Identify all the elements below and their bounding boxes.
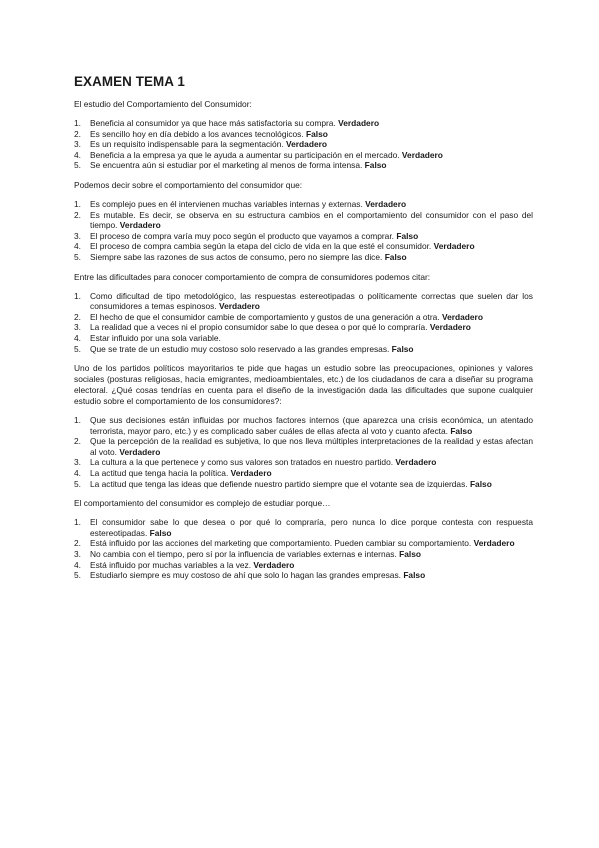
- list-item: 4. El proceso de compra cambia según la etapa del ciclo de vida en la que esté el consumidor. Verdadero: [74, 241, 475, 252]
- item-text: No cambia con el tiempo, pero sí por la influencia de variables externas e internas.: [90, 549, 397, 560]
- answer-label: Falso: [396, 230, 419, 241]
- item-text: Que la percepción de la realidad es subjetiva, lo que nos lleva múltiples interpretaciones de la realidad y estas afectan al voto.: [90, 436, 533, 457]
- answer-label: Falso: [403, 570, 426, 581]
- list-item: 5. Siempre sabe las razones de sus actos de consumo, pero no siempre las dice. Falso: [74, 251, 407, 262]
- section-3-intro: Entre las dificultades para conocer comportamiento de compra de consumidores podemos citar:: [74, 271, 431, 282]
- answer-label: Verdadero: [429, 322, 471, 333]
- answer-label: Verdadero: [119, 446, 161, 457]
- list-item: 1. Beneficia al consumidor ya que hace más satisfactoria su compra. Verdadero: [74, 118, 380, 128]
- list-item: 1. Es complejo pues en él intervienen muchas variables internas y externas. Verdadero: [74, 198, 407, 209]
- answer-label: Falso: [384, 251, 407, 262]
- section-3-list: [74, 291, 533, 355]
- section-4-intro: Uno de los partidos políticos mayoritarios te pide que hagas un estudio sobre las preocupaciones, opiniones y valores sociales (posturas religiosas, hacia emigrantes, medioambientales, etc.) de los ciudadanos de cara a diseñar su programa electoral. ¿Qué cosas tendrías en cuenta para el diseño de la investigación dada las dificultades que supone cualquier estudio sobre el comportamiento de los consumidores?:: [74, 363, 533, 407]
- list-item: 2. El hecho de que el consumidor cambie de comportamiento y gustos de una generación a otra. Verdadero: [74, 311, 483, 322]
- list-item: 4. Beneficia a la empresa ya que le ayuda a aumentar su participación en el mercado. Verdadero: [74, 149, 443, 160]
- section-1-list: [74, 118, 533, 171]
- section-2-intro: Podemos decir sobre el comportamiento del consumidor que:: [74, 179, 303, 190]
- section-2-list: [74, 199, 533, 263]
- item-text: El consumidor sabe lo que desea o por qué lo compraría, pero nunca lo dice porque contesta con respuesta estereotipadas.: [90, 517, 533, 538]
- item-text: Está influido por muchas variables a la vez.: [90, 559, 252, 570]
- item-text: La actitud que tenga hacia la política.: [90, 468, 229, 479]
- list-item: 3. La cultura a la que pertenece y como sus valores son tratados en nuestro partido. Verdadero: [74, 457, 437, 468]
- list-item: 3. No cambia con el tiempo, pero sí por la influencia de variables externas e internas. Falso: [74, 549, 421, 560]
- item-text: Beneficia al consumidor ya que hace más satisfactoria su compra.: [90, 118, 336, 128]
- answer-label: Verdadero: [230, 468, 272, 479]
- answer-label: Falso: [306, 128, 328, 139]
- page-title: EXAMEN TEMA 1: [74, 74, 185, 89]
- item-text: Que se trate de un estudio muy costoso solo reservado a las grandes empresas.: [90, 343, 390, 354]
- item-text: Es un requisito indispensable para la segmentación.: [90, 139, 284, 150]
- answer-label: Falso: [399, 549, 421, 560]
- item-text: La cultura a la que pertenece y como sus valores son tratados en nuestro partido.: [90, 457, 394, 468]
- item-text: El proceso de compra cambia según la etapa del ciclo de vida en la que esté el consumidor.: [90, 241, 432, 252]
- answer-label: Verdadero: [441, 311, 483, 322]
- list-item: 3. El proceso de compra varía muy poco según el producto que vayamos a comprar. Falso: [74, 230, 419, 241]
- section-5-intro: El comportamiento del consumidor es complejo de estudiar porque…: [74, 498, 331, 509]
- list-item: 2. Está influido por las acciones del marketing que comportamiento. Pueden cambiar su comportamiento. Verdadero: [74, 538, 515, 549]
- section-4-list: [74, 415, 533, 489]
- list-item: 4. La actitud que tenga hacia la política. Verdadero: [74, 468, 272, 479]
- answer-label: Verdadero: [473, 538, 515, 549]
- item-text: Está influido por las acciones del marketing que comportamiento. Pueden cambiar su comportamiento.: [90, 538, 472, 549]
- list-item: 2. Es mutable. Es decir, se observa en su estructura cambios en el comportamiento del consumidor con el paso del tiempo. Verdadero: [74, 209, 533, 231]
- item-text: Es complejo pues en él intervienen muchas variables internas y externas.: [90, 198, 363, 209]
- list-item: 4. Está influido por muchas variables a la vez. Verdadero: [74, 559, 295, 570]
- list-item: 5. Estudiarlo siempre es muy costoso de ahí que solo lo hagan las grandes empresas. Falso: [74, 570, 426, 581]
- item-text: El proceso de compra varía muy poco según el producto que vayamos a comprar.: [90, 230, 394, 241]
- list-item: 5. Que se trate de un estudio muy costoso solo reservado a las grandes empresas. Falso: [74, 343, 414, 354]
- answer-label: Falso: [469, 478, 492, 489]
- answer-label: Verdadero: [395, 457, 437, 468]
- answer-label: Verdadero: [433, 241, 475, 252]
- list-item: 5. Se encuentra aún si estudiar por el marketing al menos de forma intensa. Falso: [74, 160, 387, 171]
- answer-label: Verdadero: [338, 118, 380, 128]
- list-item: 3. La realidad que a veces ni el propio consumidor sabe lo que desea o por qué lo compraría. Verdadero: [74, 322, 471, 333]
- answer-label: Falso: [391, 343, 414, 354]
- answer-label: Verdadero: [401, 149, 443, 160]
- item-text: Siempre sabe las razones de sus actos de consumo, pero no siempre las dice.: [90, 251, 383, 262]
- item-text: Como dificultad de tipo metodológico, las respuestas estereotipadas o políticamente correctas que suelen dar los consumidores a temas espinosos.: [90, 290, 533, 312]
- list-item: 5. La actitud que tenga las ideas que defiende nuestro partido siempre que el votante sea de izquierdas. Falso: [74, 478, 492, 489]
- list-item: 1. Que sus decisiones están influidas por muchos factores internos (que aparezca una crisis económica, un atentado terrorista, mayor paro, etc.) y es complicado saber cuáles de ellas afecta al voto y cuanto afecta. Falso: [74, 415, 533, 436]
- answer-label: Falso: [450, 425, 473, 436]
- item-text: Es mutable. Es decir, se observa en su estructura cambios en el comportamiento del consumidor con el paso del tiempo.: [90, 209, 533, 231]
- item-text: Beneficia a la empresa ya que le ayuda a aumentar su participación en el mercado.: [90, 149, 400, 160]
- answer-label: Verdadero: [286, 139, 327, 150]
- list-item: 3. Es un requisito indispensable para la segmentación. Verdadero: [74, 139, 327, 150]
- item-text: Es sencillo hoy en día debido a los avances tecnológicos.: [90, 128, 304, 139]
- answer-label: Falso: [364, 160, 387, 171]
- answer-label: Falso: [149, 527, 172, 538]
- item-text: La actitud que tenga las ideas que defiende nuestro partido siempre que el votante sea de izquierdas.: [90, 478, 468, 489]
- list-item: 2. Es sencillo hoy en día debido a los avances tecnológicos. Falso: [74, 128, 328, 139]
- item-text: Estudiarlo siempre es muy costoso de ahí que solo lo hagan las grandes empresas.: [90, 570, 401, 581]
- item-text: El hecho de que el consumidor cambie de comportamiento y gustos de una generación a otra.: [90, 311, 440, 322]
- list-item: 1. El consumidor sabe lo que desea o por qué lo compraría, pero nunca lo dice porque contesta con respuesta estereotipadas. Falso: [74, 517, 533, 538]
- item-text: Se encuentra aún si estudiar por el marketing al menos de forma intensa.: [90, 160, 363, 171]
- answer-label: Verdadero: [253, 559, 295, 570]
- answer-label: Verdadero: [218, 301, 260, 312]
- list-item: 4. Estar influido por una sola variable.: [74, 332, 221, 343]
- answer-label: Verdadero: [119, 220, 161, 231]
- answer-label: Verdadero: [365, 198, 407, 209]
- list-item: 1. Como dificultad de tipo metodológico, las respuestas estereotipadas o políticamente correctas que suelen dar los consumidores a temas espinosos. Verdadero: [74, 290, 533, 312]
- item-text: Estar influido por una sola variable.: [90, 332, 221, 343]
- section-1-intro: El estudio del Comportamiento del Consumidor:: [74, 99, 252, 109]
- section-5-list: [74, 517, 533, 581]
- item-text: La realidad que a veces ni el propio consumidor sabe lo que desea o por qué lo compraría.: [90, 322, 428, 333]
- item-text: Que sus decisiones están influidas por muchos factores internos (que aparezca una crisis económica, un atentado terrorista, mayor paro, etc.) y es complicado saber cuáles de ellas afecta al voto y cuanto afecta.: [90, 415, 533, 436]
- list-item: 2. Que la percepción de la realidad es subjetiva, lo que nos lleva múltiples interpretaciones de la realidad y estas afectan al voto. Verdadero: [74, 436, 533, 457]
